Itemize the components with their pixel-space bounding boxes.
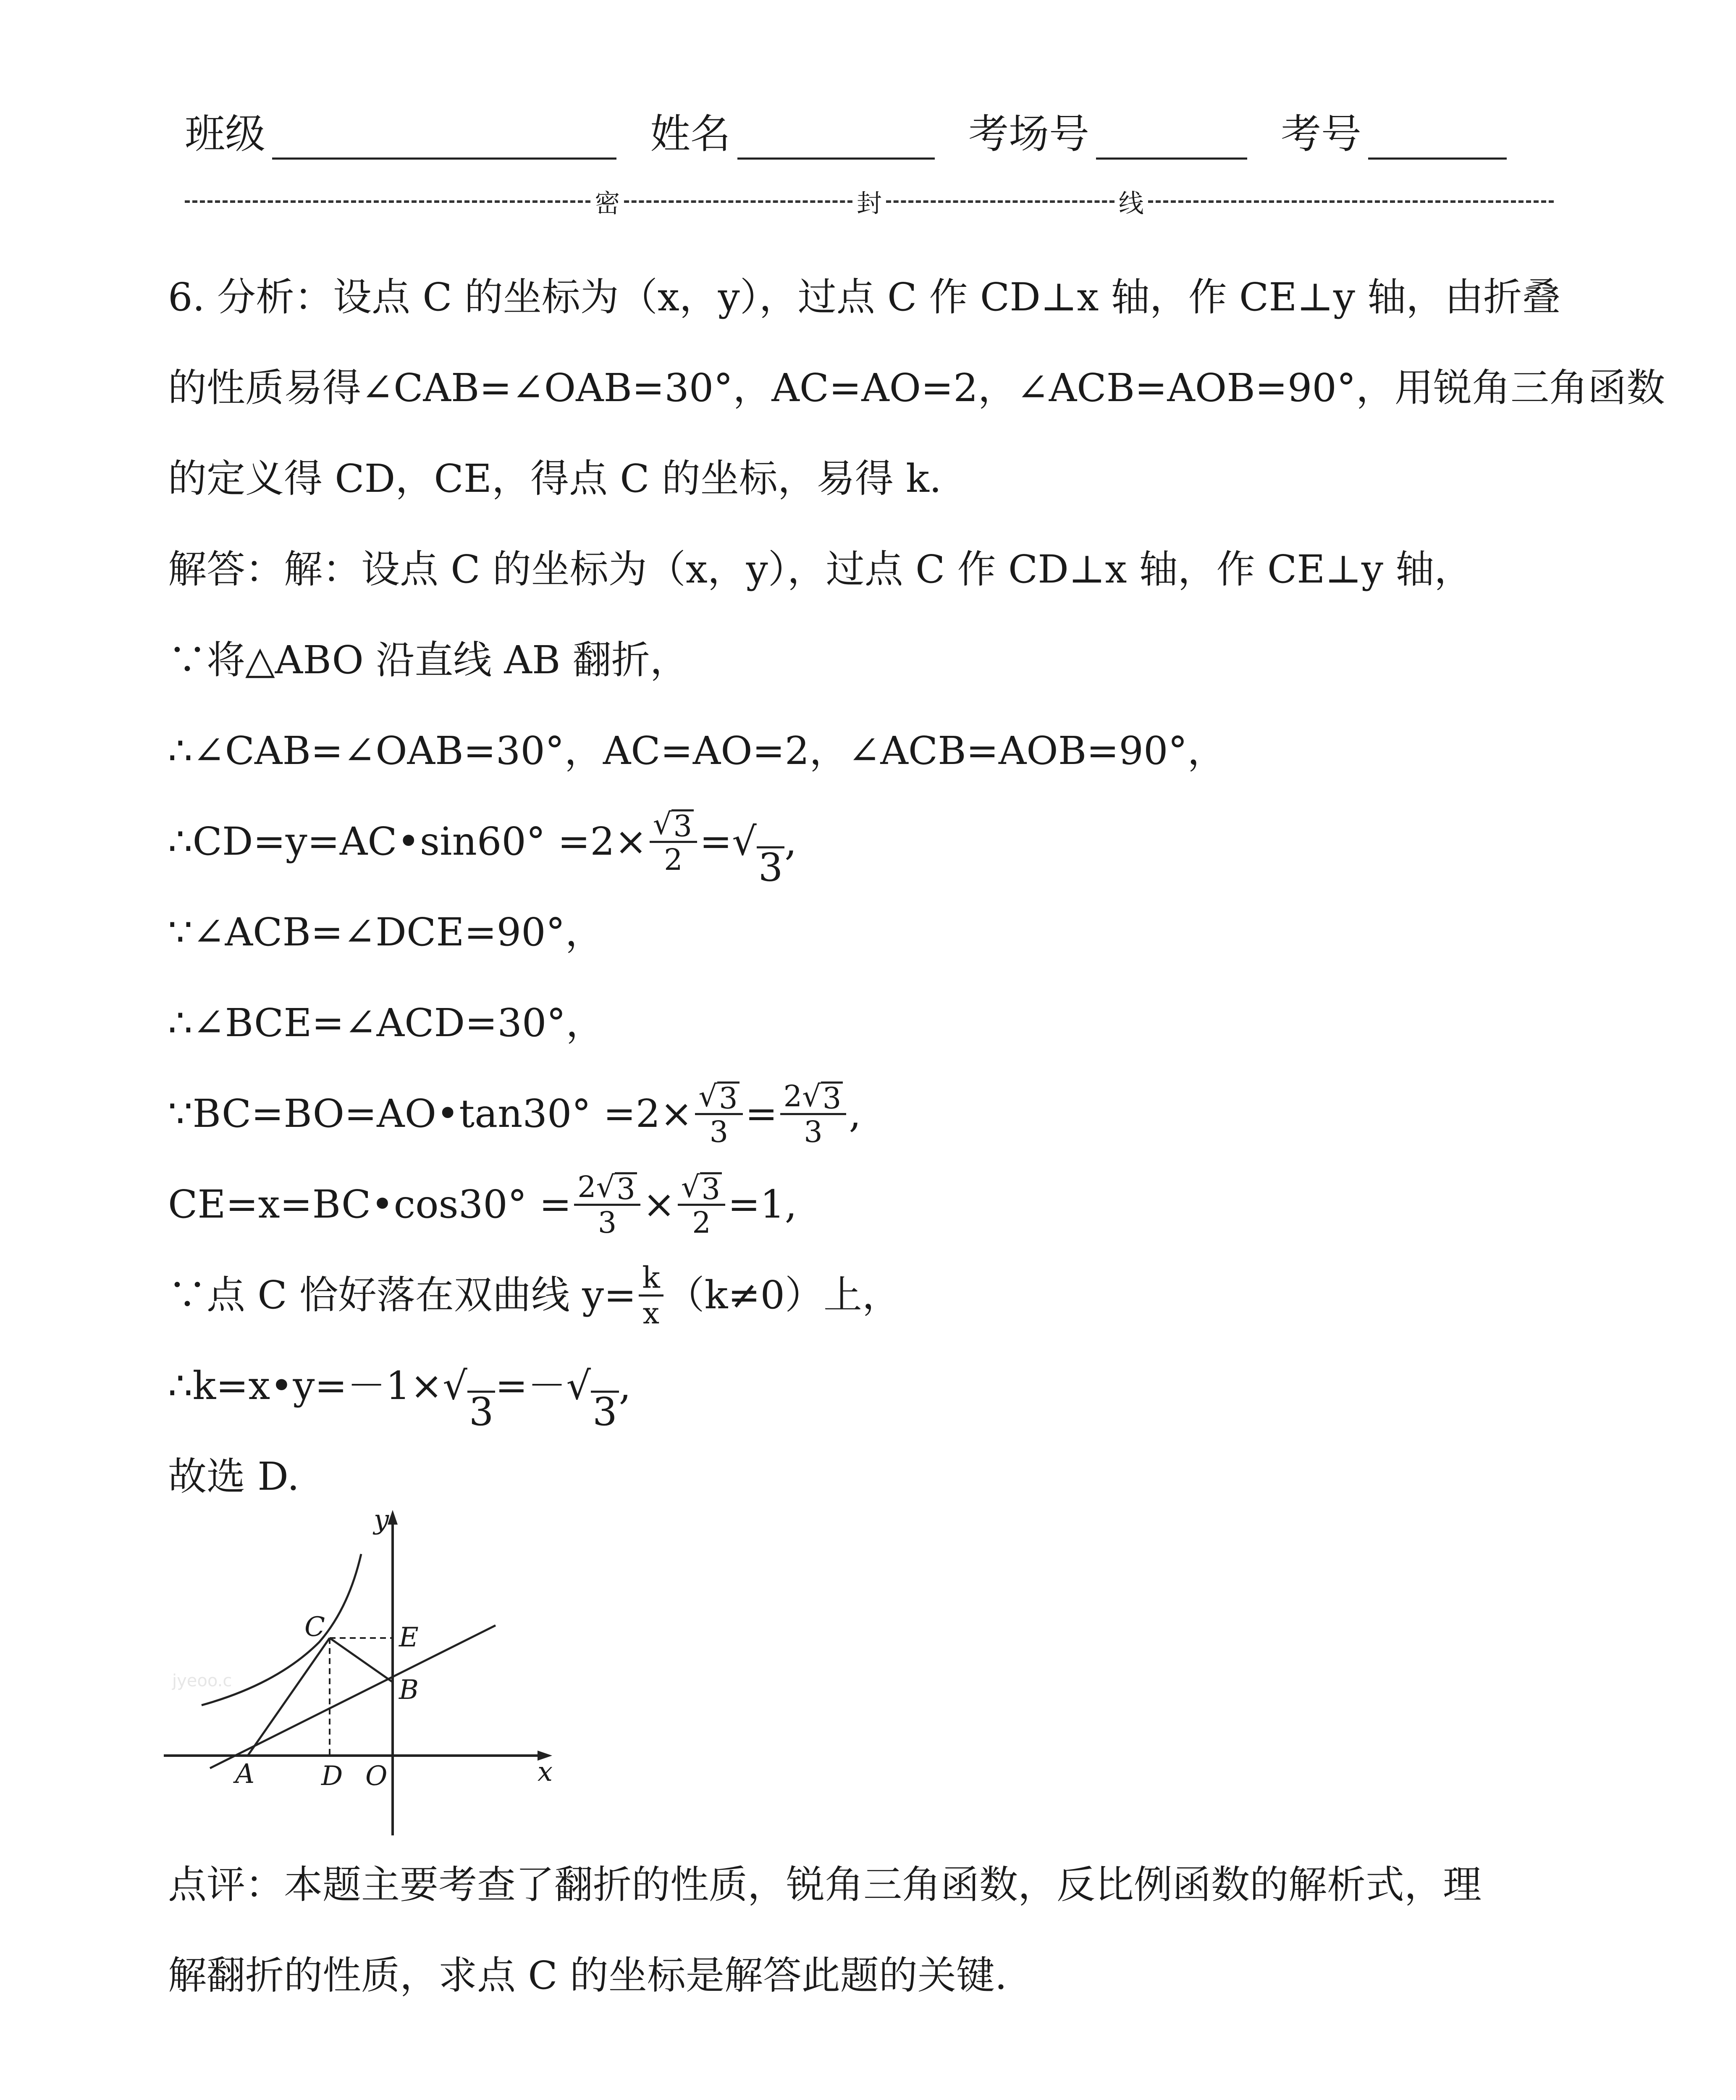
text: =1, xyxy=(728,1182,797,1227)
text: , xyxy=(784,819,797,864)
comment-block xyxy=(168,1840,1571,2021)
label-x: x xyxy=(538,1756,553,1788)
denominator: 3 xyxy=(804,1114,823,1149)
solution-line-cd xyxy=(168,796,1571,890)
analysis-line: 6. 分析：设点 C 的坐标为（x，y），过点 C 作 CD⊥x 轴，作 CE⊥y 轴，由折叠 xyxy=(168,275,1561,320)
solution-line: 故选 D. xyxy=(168,1454,299,1499)
segment-ac xyxy=(248,1638,330,1756)
number-blank[interactable] xyxy=(1368,111,1507,160)
text: CE=x=BC•cos30° = xyxy=(168,1182,572,1227)
fraction: √ 3 2 xyxy=(650,807,697,877)
comment-line: 点评：本题主要考查了翻折的性质，锐角三角函数，反比例函数的解析式，理 xyxy=(168,1862,1482,1907)
denominator: 3 xyxy=(709,1114,729,1149)
denominator: 2 xyxy=(664,842,683,877)
label-y: y xyxy=(374,1504,389,1536)
seal-dash xyxy=(185,200,590,203)
fraction: $\frac{k}{x}$ xyxy=(639,1261,663,1330)
name-label: 姓名 xyxy=(650,110,731,158)
geometry-figure xyxy=(160,1504,563,1848)
class-label: 班级 xyxy=(185,110,265,158)
text: ∵点 C 恰好落在双曲线 y= xyxy=(168,1273,637,1318)
seal-word-feng: 封 xyxy=(857,189,882,218)
faint-watermark: jyeoo.c xyxy=(172,1671,232,1690)
room-field xyxy=(968,102,1247,160)
text: ∴k=x•y=－1× xyxy=(168,1363,443,1408)
figure-svg xyxy=(160,1504,563,1848)
analysis-line: 的定义得 CD，CE，得点 C 的坐标，易得 k. xyxy=(168,456,942,501)
denominator: x xyxy=(642,1296,660,1331)
solution-line: ∴∠CAB=∠OAB=30°，AC=AO=2，∠ACB=AOB=90°， xyxy=(168,728,1226,773)
seal-line xyxy=(185,185,1554,218)
label-a: A xyxy=(235,1759,255,1790)
sqrt: √ 3 xyxy=(732,796,784,887)
label-c: C xyxy=(304,1612,325,1643)
fraction: 2 √ 3 3 xyxy=(574,1170,640,1239)
solution-line: ∴∠BCE=∠ACD=30°， xyxy=(168,1000,605,1045)
room-blank[interactable] xyxy=(1096,111,1247,160)
segment-cb xyxy=(330,1638,393,1682)
number-field xyxy=(1281,102,1507,160)
exam-header xyxy=(185,84,1554,160)
solution-body xyxy=(168,252,1665,1522)
label-d: D xyxy=(321,1761,343,1792)
seal-word-xian: 线 xyxy=(1118,189,1144,218)
text: ∴CD=y=AC•sin60° =2× xyxy=(168,819,647,864)
seal-word-mi: 密 xyxy=(595,189,620,218)
denominator: 3 xyxy=(598,1205,617,1240)
fraction: 2 √ 3 3 xyxy=(780,1079,847,1149)
solution-line: ∵∠ACB=∠DCE=90°， xyxy=(168,910,604,955)
solution-line-k xyxy=(168,1341,1571,1434)
room-label: 考场号 xyxy=(968,110,1089,158)
text: × xyxy=(642,1182,675,1227)
comment-line: 解翻折的性质，求点 C 的坐标是解答此题的关键. xyxy=(168,1953,1007,1998)
text: =－ xyxy=(495,1363,566,1408)
class-blank[interactable] xyxy=(272,111,616,160)
seal-dash xyxy=(1148,200,1554,203)
class-field xyxy=(185,102,616,160)
solution-line: ∵将△ABO 沿直线 AB 翻折， xyxy=(168,638,689,682)
denominator: 2 xyxy=(692,1205,711,1240)
solution-line-ce xyxy=(168,1159,1571,1250)
label-e: E xyxy=(399,1622,419,1653)
number-label: 考号 xyxy=(1281,110,1361,158)
text: （k≠0）上， xyxy=(666,1273,901,1318)
seal-dash xyxy=(624,200,852,203)
sqrt-arg: 3 xyxy=(671,809,694,841)
text: , xyxy=(619,1363,631,1408)
seal-dash xyxy=(886,200,1115,203)
text: = xyxy=(745,1091,778,1136)
text: ∵BC=BO=AO•tan30° =2× xyxy=(168,1091,693,1136)
solution-line-bc xyxy=(168,1068,1571,1159)
fraction: √ 3 2 xyxy=(678,1170,725,1239)
sqrt: √ 3 xyxy=(566,1341,619,1431)
analysis-line: 的性质易得∠CAB=∠OAB=30°，AC=AO=2，∠ACB=AOB=90°，用锐角三角函数 xyxy=(168,365,1665,410)
solution-line-hyperbola xyxy=(168,1250,1571,1341)
label-b: B xyxy=(399,1675,419,1706)
solution-line: 解答：解：设点 C 的坐标为（x，y），过点 C 作 CD⊥x 轴，作 CE⊥y 轴， xyxy=(168,547,1473,592)
text: , xyxy=(849,1091,861,1136)
y-arrow-icon xyxy=(388,1510,398,1525)
fraction: √ 3 3 xyxy=(695,1079,742,1149)
name-field xyxy=(650,102,935,160)
sqrt: √ 3 xyxy=(443,1341,495,1431)
text: = xyxy=(700,819,732,864)
name-blank[interactable] xyxy=(737,111,935,160)
label-o: O xyxy=(365,1761,388,1792)
